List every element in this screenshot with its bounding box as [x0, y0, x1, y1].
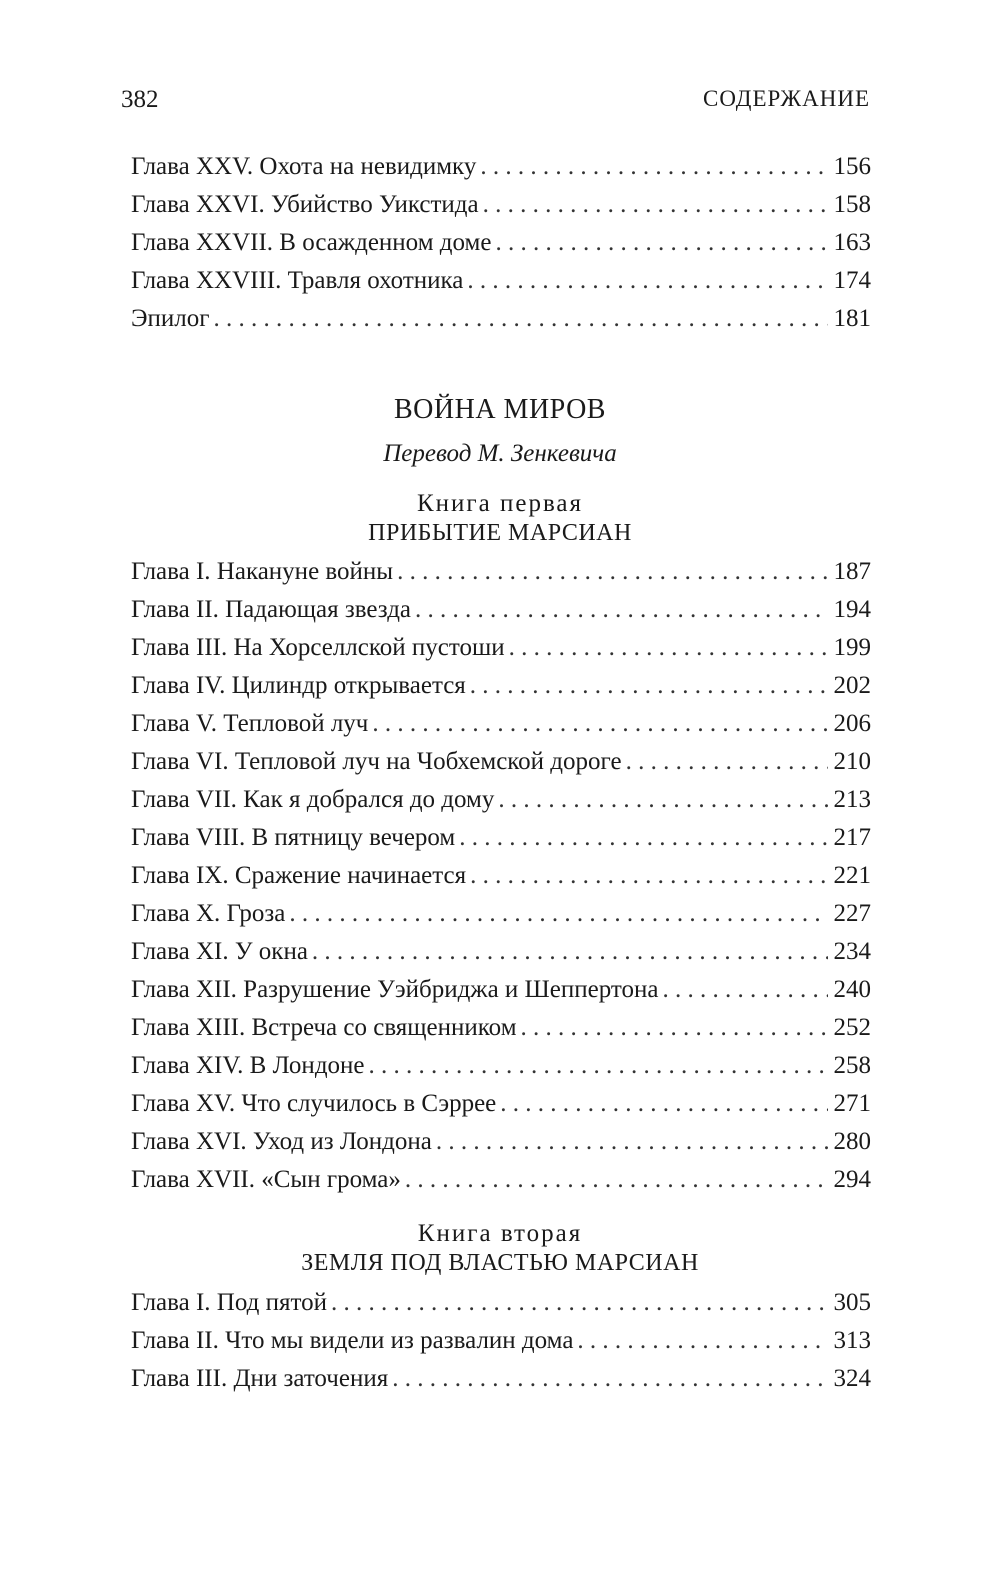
toc-entry-page: 187	[833, 558, 871, 585]
toc-leader	[480, 148, 827, 186]
toc-entry-page: 240	[833, 976, 871, 1003]
toc-entry-label: Глава III. Дни заточения	[131, 1365, 389, 1392]
toc-leader	[459, 819, 827, 857]
toc-previous-section	[131, 148, 871, 338]
toc-entry-page: 324	[833, 1365, 871, 1392]
toc-book-two	[131, 1284, 871, 1398]
toc-entry-label: Глава X. Гроза	[131, 900, 286, 927]
toc-leader	[500, 1085, 827, 1123]
toc-entry-label: Глава XV. Что случилось в Сэррее	[131, 1090, 497, 1117]
toc-entry	[131, 667, 871, 705]
toc-entry	[131, 1123, 871, 1161]
book-two-label: Книга вторая	[417, 1220, 583, 1247]
toc-entry-label: Глава XII. Разрушение Уэйбриджа и Шеппертона	[131, 976, 659, 1003]
toc-entry-page: 194	[833, 596, 871, 623]
toc-leader	[470, 667, 828, 705]
toc-book-one	[131, 553, 871, 1199]
toc-leader	[214, 300, 828, 338]
toc-entry-label: Глава I. Накануне войны	[131, 558, 394, 585]
toc-entry-label: Глава II. Что мы видели из развалин дома	[131, 1327, 574, 1354]
toc-entry-label: Глава VI. Тепловой луч на Чобхемской дороге	[131, 748, 622, 775]
toc-leader	[470, 857, 827, 895]
toc-entry-label: Глава XI. У окна	[131, 938, 308, 965]
toc-entry-label: Глава V. Тепловой луч	[131, 710, 369, 737]
toc-entry	[131, 1322, 871, 1360]
toc-entry-label: Глава II. Падающая звезда	[131, 596, 412, 623]
toc-entry-page: 305	[833, 1289, 871, 1316]
toc-leader	[577, 1322, 827, 1360]
toc-entry	[131, 857, 871, 895]
toc-entry-page: 156	[833, 153, 871, 180]
toc-entry	[131, 781, 871, 819]
toc-leader	[312, 933, 828, 971]
toc-entry-label: Глава VIII. В пятницу вечером	[131, 824, 456, 851]
toc-entry	[131, 1360, 871, 1398]
toc-entry	[131, 629, 871, 667]
toc-leader	[495, 224, 827, 262]
toc-entry-page: 206	[833, 710, 871, 737]
toc-leader	[626, 743, 828, 781]
toc-entry-page: 217	[833, 824, 871, 851]
toc-entry-page: 313	[833, 1327, 871, 1354]
toc-entry	[131, 1047, 871, 1085]
toc-entry-page: 234	[833, 938, 871, 965]
toc-entry	[131, 1085, 871, 1123]
toc-leader	[509, 629, 828, 667]
toc-entry	[131, 971, 871, 1009]
toc-entry-page: 210	[833, 748, 871, 775]
toc-entry	[131, 933, 871, 971]
toc-entry-label: Эпилог	[131, 305, 210, 332]
toc-entry-label: Глава XIV. В Лондоне	[131, 1052, 365, 1079]
toc-entry-label: Глава IV. Цилиндр открывается	[131, 672, 466, 699]
toc-leader	[372, 705, 827, 743]
toc-entry-label: Глава XXVI. Убийство Уикстида	[131, 191, 479, 218]
book-one-title: ПРИБЫТИЕ МАРСИАН	[368, 520, 632, 546]
toc-entry-page: 221	[833, 862, 871, 889]
toc-entry	[131, 553, 871, 591]
toc-entry-page: 158	[833, 191, 871, 218]
toc-leader	[662, 971, 827, 1009]
toc-entry	[131, 895, 871, 933]
toc-entry	[131, 705, 871, 743]
toc-entry-label: Глава IX. Сражение начинается	[131, 862, 467, 889]
toc-entry-page: 199	[833, 634, 871, 661]
toc-leader	[415, 591, 827, 629]
toc-leader	[436, 1123, 828, 1161]
toc-entry-label: Глава XVII. «Сын грома»	[131, 1166, 401, 1193]
toc-entry-page: 280	[833, 1128, 871, 1155]
toc-entry	[131, 262, 871, 300]
toc-entry	[131, 743, 871, 781]
toc-entry-page: 202	[833, 672, 871, 699]
toc-entry	[131, 1161, 871, 1199]
toc-entry-label: Глава XXVIII. Травля охотника	[131, 267, 464, 294]
toc-entry-page: 181	[833, 305, 871, 332]
toc-entry-label: Глава XXV. Охота на невидимку	[131, 153, 477, 180]
toc-entry-page: 213	[833, 786, 871, 813]
toc-leader	[331, 1284, 828, 1322]
running-head: СОДЕРЖАНИЕ	[702, 86, 870, 111]
toc-leader	[483, 186, 828, 224]
toc-entry	[131, 224, 871, 262]
toc-entry	[131, 591, 871, 629]
toc-entry	[131, 300, 871, 338]
translator-credit: Перевод М. Зенкевича	[383, 440, 617, 467]
toc-entry-page: 271	[833, 1090, 871, 1117]
toc-entry-page: 174	[833, 267, 871, 294]
toc-entry	[131, 186, 871, 224]
toc-leader	[392, 1360, 827, 1398]
toc-entry-label: Глава VII. Как я добрался до дому	[131, 786, 495, 813]
book-one-label: Книга первая	[416, 490, 584, 517]
toc-entry-label: Глава XVI. Уход из Лондона	[131, 1128, 432, 1155]
toc-entry-page: 252	[833, 1014, 871, 1041]
toc-leader	[467, 262, 827, 300]
toc-entry-page: 294	[833, 1166, 871, 1193]
toc-entry	[131, 819, 871, 857]
toc-leader	[397, 553, 827, 591]
toc-entry-label: Глава I. Под пятой	[131, 1289, 327, 1316]
toc-entry-page: 227	[833, 900, 871, 927]
toc-entry-label: Глава III. На Хорселлской пустоши	[131, 634, 505, 661]
toc-entry-page: 163	[833, 229, 871, 256]
toc-entry	[131, 1284, 871, 1322]
book-two-title: ЗЕМЛЯ ПОД ВЛАСТЬЮ МАРСИАН	[301, 1250, 699, 1276]
toc-entry-label: Глава XIII. Встреча со священником	[131, 1014, 517, 1041]
toc-entry	[131, 148, 871, 186]
toc-entry	[131, 1009, 871, 1047]
toc-leader	[498, 781, 827, 819]
section-title: ВОЙНА МИРОВ	[394, 394, 606, 425]
toc-leader	[405, 1161, 828, 1199]
toc-entry-label: Глава XXVII. В осажденном доме	[131, 229, 492, 256]
page-number: 382	[121, 86, 159, 113]
toc-leader	[289, 895, 827, 933]
toc-leader	[521, 1009, 828, 1047]
toc-entry-page: 258	[833, 1052, 871, 1079]
toc-leader	[369, 1047, 828, 1085]
